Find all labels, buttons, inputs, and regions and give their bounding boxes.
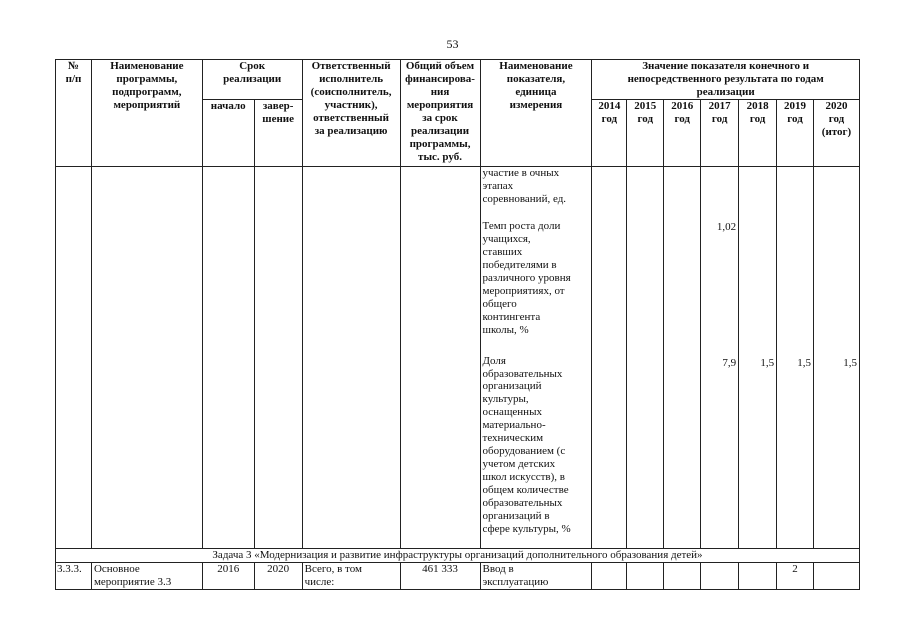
row-333-start: 2016 (202, 562, 254, 589)
program-table-frame (55, 59, 860, 598)
header-year-2018: 2018 год (739, 99, 777, 166)
indicator-winners-growth: Темп роста доли учащихся, ставших победителями в различного уровня мероприятиях, от общего контингента школы, % (482, 219, 571, 336)
header-year-2020: 2020 год (итог) (814, 99, 860, 166)
header-year-2014: 2014 год (592, 99, 627, 166)
indicator-equipped-share: Доля образовательных организаций культуры, оснащенных материально- техническим оборудованием (с учетом детских школ искусств), в общем количестве образовательных организаций в сфере культуры, % (482, 354, 571, 536)
row-333-2018 (739, 562, 777, 589)
row-333-2016 (664, 562, 701, 589)
header-year-2017: 2017 год (701, 99, 739, 166)
row-333-2017 (701, 562, 739, 589)
header-term-start: начало (202, 99, 254, 166)
header-responsible: Ответственный исполнитель (соисполнитель, участник), ответственный за реализацию (302, 60, 400, 167)
row-333-end: 2020 (254, 562, 302, 589)
row-333-2014 (592, 562, 627, 589)
value-2020-equipped: 1,5 (843, 356, 857, 369)
row-333-2015 (627, 562, 664, 589)
indicator-participation: участие в очных этапах соревнований, ед. (482, 166, 567, 205)
cell-responsible (302, 166, 400, 548)
value-2018-equipped: 1,5 (760, 356, 775, 369)
header-year-2015: 2015 год (627, 99, 664, 166)
cell-funding (400, 166, 480, 548)
header-year-2019: 2019 год (777, 99, 814, 166)
cell-end (254, 166, 302, 548)
program-indicators-table (55, 59, 860, 590)
page-number: 53 (446, 37, 459, 51)
header-values: Значение показателя конечного и непосредственного результата по годам реализации (592, 60, 860, 100)
row-333-2019: 2 (777, 562, 814, 589)
row-333-2020 (814, 562, 860, 589)
cell-2016 (664, 166, 701, 548)
row-333-num: 3.3.3. (56, 562, 92, 589)
value-2017-winners: 1,02 (716, 220, 737, 233)
value-2017-equipped: 7,9 (722, 356, 737, 369)
table-row (56, 562, 860, 589)
cell-indicators (480, 166, 592, 548)
header-num: № п/п (56, 60, 92, 167)
cell-2018 (739, 166, 777, 548)
header-name: Наименование программы, подпрограмм, мероприятий (91, 60, 202, 167)
header-funding: Общий объем финансирова- ния мероприятия за срок реализации программы, тыс. руб. (400, 60, 480, 167)
cell-start (202, 166, 254, 548)
row-333-indicator: Ввод в эксплуатацию (480, 562, 592, 589)
row-333-name: Основное мероприятие 3.3 (91, 562, 202, 589)
header-term-end: завер- шение (254, 99, 302, 166)
table-row (56, 166, 860, 548)
header-term: Срок реализации (202, 60, 302, 100)
row-333-responsible: Всего, в том числе: (302, 562, 400, 589)
task-3-heading: Задача 3 «Модернизация и развитие инфраструктуры организаций дополнительного образования детей» (56, 548, 860, 562)
cell-name (91, 166, 202, 548)
cell-2020 (814, 166, 860, 548)
cell-2015 (627, 166, 664, 548)
header-year-2016: 2016 год (664, 99, 701, 166)
row-333-funding: 461 333 (400, 562, 480, 589)
cell-2014 (592, 166, 627, 548)
cell-num (56, 166, 92, 548)
value-2019-equipped: 1,5 (797, 356, 811, 369)
cell-2017 (701, 166, 739, 548)
cell-2019 (777, 166, 814, 548)
header-indicator: Наименование показателя, единица измерения (480, 60, 592, 167)
